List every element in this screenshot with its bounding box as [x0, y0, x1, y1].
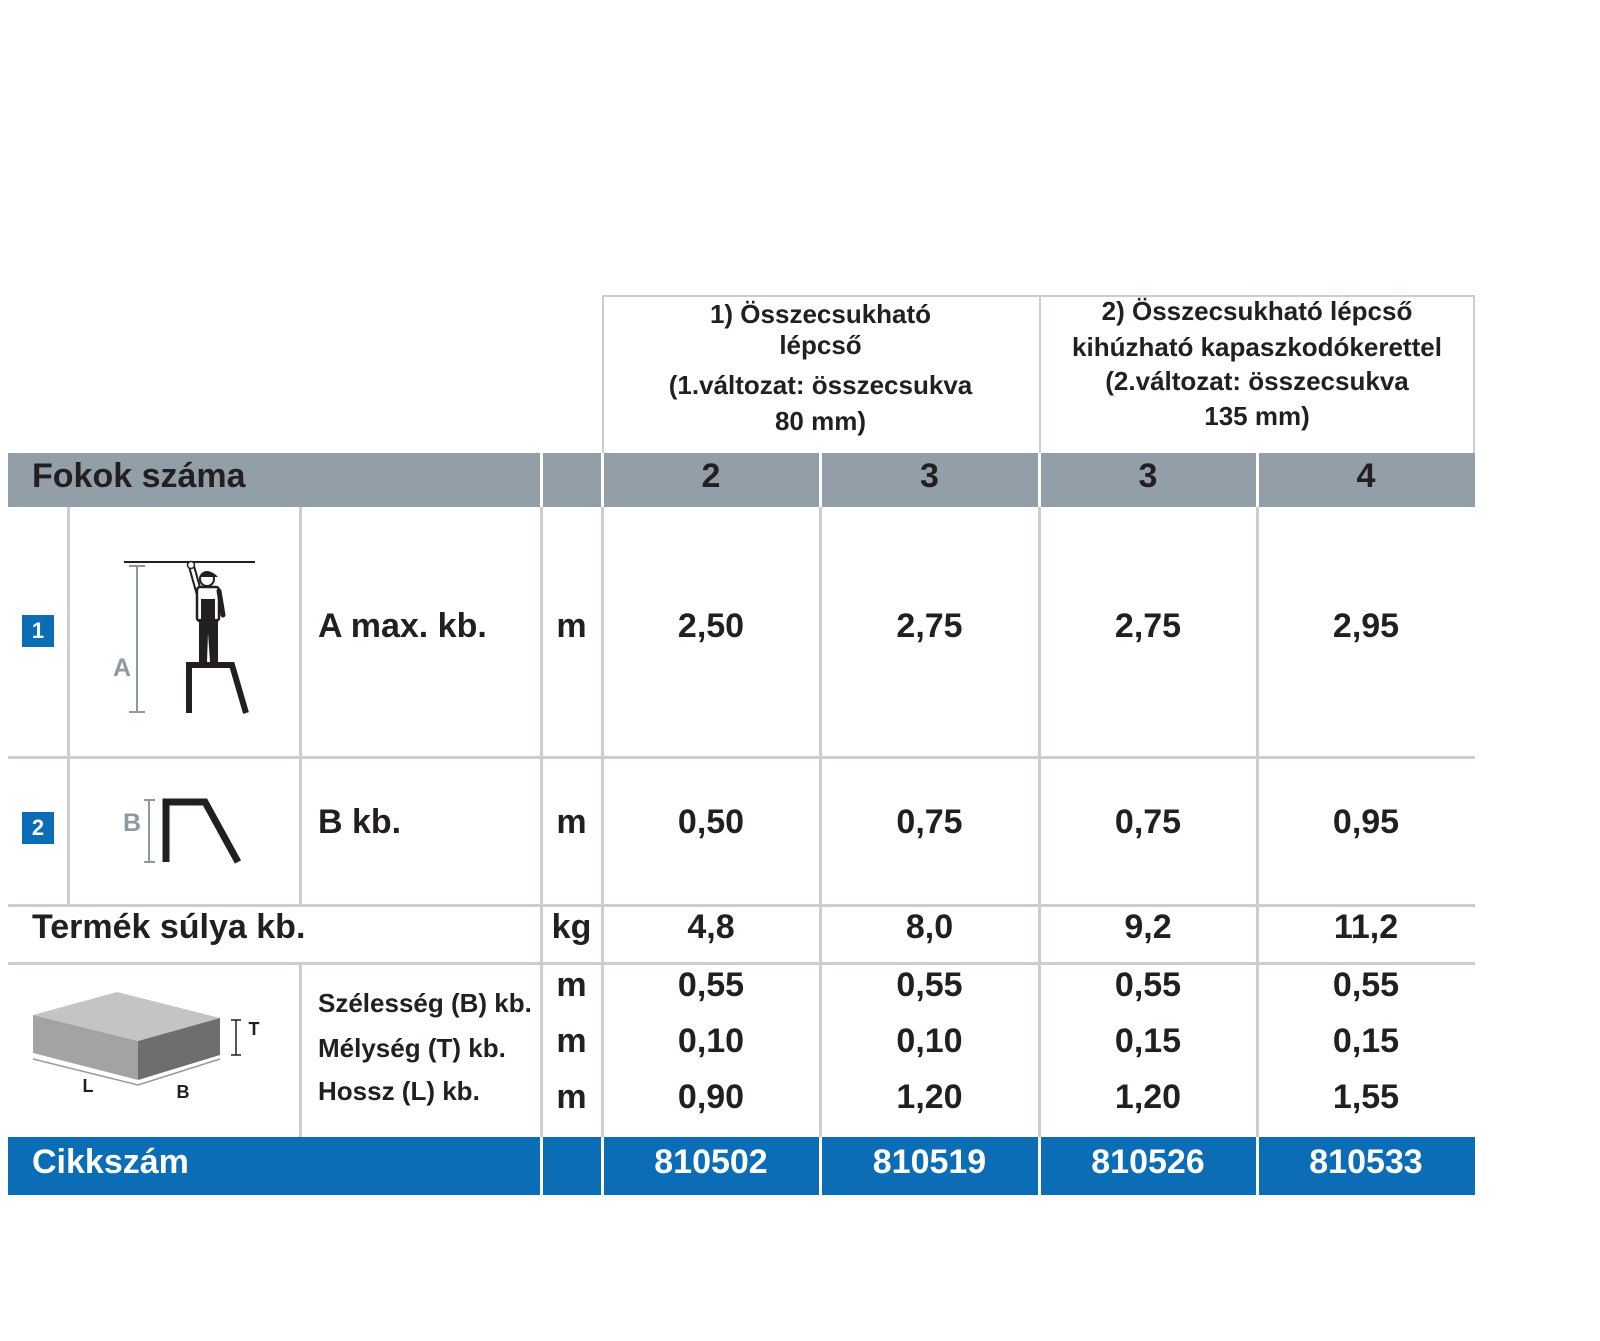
- package-length-value: 1,20: [1114, 1078, 1182, 1116]
- width-value: 0,75: [1114, 803, 1182, 841]
- package-width-value: 0,55: [1114, 966, 1182, 1004]
- header-variant-2-line-3: (2.változat: összecsukva: [1105, 366, 1409, 396]
- width-value: 0,95: [1332, 803, 1400, 841]
- band-divider: [540, 1137, 543, 1195]
- height-label: A max. kb.: [318, 607, 487, 645]
- weight-value: 9,2: [1124, 908, 1172, 946]
- article-number-label: Cikkszám: [32, 1143, 189, 1181]
- dimension-letter-b: B: [176, 1082, 190, 1102]
- package-depth-value: 0,15: [1114, 1022, 1182, 1060]
- package-width-value: 0,55: [677, 966, 745, 1004]
- package-depth-unit: m: [556, 1022, 587, 1060]
- width-label: B kb.: [318, 803, 402, 841]
- width-value: 0,50: [677, 803, 745, 841]
- package-length-value: 1,20: [896, 1078, 963, 1116]
- package-width-unit: m: [556, 966, 587, 1004]
- weight-value: 8,0: [905, 908, 954, 946]
- package-box-icon: [8, 963, 300, 1137]
- package-depth-value: 0,10: [677, 1022, 745, 1060]
- steps-value: 3: [920, 457, 939, 495]
- package-length-value: 1,55: [1332, 1078, 1400, 1116]
- package-depth-value: 0,10: [896, 1022, 963, 1060]
- article-number-value: 810502: [654, 1143, 768, 1181]
- package-length-unit: m: [556, 1078, 587, 1116]
- height-value: 2,95: [1332, 607, 1400, 645]
- dimension-letter-b: B: [122, 809, 142, 837]
- person-on-stepladder-icon: [68, 507, 300, 757]
- row-badge-2: 2: [22, 812, 54, 844]
- article-number-value: 810533: [1309, 1143, 1423, 1181]
- package-length-value: 0,90: [677, 1078, 745, 1116]
- header-variant-1-line-1: 1) Összecsukható: [709, 299, 932, 329]
- package-depth-value: 0,15: [1332, 1022, 1400, 1060]
- header-variant-1-line-3: (1.változat: összecsukva: [668, 370, 973, 400]
- package-width-value: 0,55: [1332, 966, 1400, 1004]
- article-number-value: 810519: [872, 1143, 987, 1181]
- package-width-label: Szélesség (B) kb.: [318, 988, 532, 1018]
- weight-value: 4,8: [687, 908, 735, 946]
- package-width-value: 0,55: [896, 966, 963, 1004]
- weight-unit: kg: [551, 908, 592, 946]
- row-badge-1: 1: [22, 615, 54, 647]
- dimension-letter-a: A: [112, 654, 132, 682]
- band-divider: [540, 453, 543, 507]
- header-variant-1-line-4: 80 mm): [774, 406, 867, 436]
- dimension-letter-t: T: [248, 1019, 260, 1039]
- steps-value: 2: [701, 457, 721, 495]
- steps-value: 3: [1138, 457, 1158, 495]
- height-unit: m: [556, 607, 587, 645]
- height-value: 2,75: [896, 607, 963, 645]
- height-value: 2,50: [677, 607, 745, 645]
- stepladder-width-icon: [68, 757, 300, 905]
- header-variant-2-line-1: 2) Összecsukható lépcső: [1101, 296, 1413, 326]
- weight-value: 11,2: [1333, 908, 1399, 946]
- header-variant-1-line-2: lépcső: [779, 330, 862, 360]
- width-unit: m: [556, 803, 587, 841]
- steps-label: Fokok száma: [32, 457, 246, 495]
- width-value: 0,75: [896, 803, 963, 841]
- header-variant-2-line-2: kihúzható kapaszkodókerettel: [1072, 332, 1442, 362]
- package-length-label: Hossz (L) kb.: [318, 1076, 480, 1106]
- article-number-value: 810526: [1091, 1143, 1205, 1181]
- weight-label: Termék súlya kb.: [32, 908, 306, 946]
- package-depth-label: Mélység (T) kb.: [318, 1033, 506, 1063]
- header-variant-2-line-4: 135 mm): [1204, 401, 1310, 431]
- height-value: 2,75: [1114, 607, 1182, 645]
- steps-value: 4: [1356, 457, 1376, 495]
- dimension-letter-l: L: [82, 1076, 94, 1096]
